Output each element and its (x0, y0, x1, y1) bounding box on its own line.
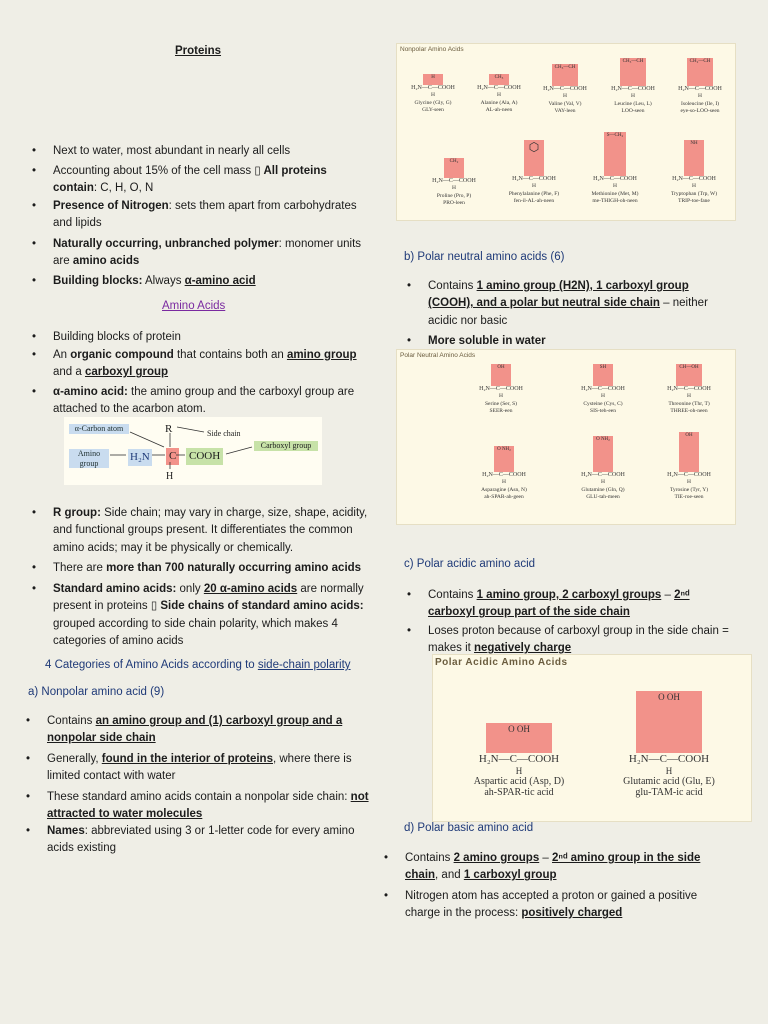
diagram-arrows (64, 417, 322, 485)
figure-label: Polar Neutral Amino Acids (400, 352, 476, 359)
h2n-box: H₂N (128, 449, 152, 466)
list-item: • Building blocks: Always α-amino acid (32, 275, 256, 287)
amino-acid-structure: O NH₂ H₂N—C—COOH H Asparagine (Asn, N) ah-SPAR-ah-geen (481, 447, 527, 500)
figure-label: Nonpolar Amino Acids (400, 46, 464, 53)
amino-acid-structure: S—CH₂ H₂N—C—COOH H Methionine (Met, M) me-THIGH-oh-neen (591, 133, 639, 204)
polar-neutral-amino-acids-figure (396, 349, 736, 525)
categories-heading: 4 Categories of Amino Acids according to side-chain polarity (45, 659, 351, 671)
alpha-carbon-label: α-Carbon atom (69, 424, 129, 434)
amino-acid-structure-diagram (64, 417, 322, 485)
list-item: • Contains an amino group and (1) carboxyl group and a nonpolar side chain (26, 715, 343, 745)
amino-acid-structure: O OH H₂N—C—COOH H Aspartic acid (Asp, D) ah-SPAR-tic acid (473, 724, 565, 799)
list-item: • Generally, found in the interior of proteins, where there is limited contact with water (26, 753, 352, 783)
list-item: • Standard amino acids: only 20 α-amino acids are normally present in proteins ▯ Side chains of standard amino acids: grouped according to side chain polarity, which makes 4 categories of amino acids (32, 583, 364, 647)
figure-label: Polar Acidic Amino Acids (435, 657, 568, 668)
polar-acidic-heading: c) Polar acidic amino acid (404, 558, 536, 570)
list-item: • α-amino acid: the amino group and the carboxyl group are attached to the acarbon atom. (32, 386, 355, 416)
list-item: • Next to water, most abundant in nearly all cells (32, 145, 291, 157)
amino-acid-structure: NH H₂N—C—COOH H Tryptophan (Trp, W) TRIP-toe-fane (670, 141, 718, 204)
polar-neutral-heading: b) Polar neutral amino acids (6) (404, 251, 565, 263)
r-symbol: R (165, 423, 173, 435)
list-item: • Building blocks of protein (32, 331, 181, 343)
amino-acid-structure: OH H₂N—C—COOH H Serine (Ser, S) SEER-een (479, 365, 523, 414)
nonpolar-heading: a) Nonpolar amino acid (9) (28, 686, 165, 698)
list-item: • An organic compound that contains both an amino group and a carboxyl group (32, 349, 357, 379)
amino-acid-structure: O OH H₂N—C—COOH H Glutamic acid (Glu, E) glu-TAM-ic acid (623, 692, 715, 799)
list-item: • Nitrogen atom has accepted a proton or gained a positive charge in the process: positively charged (384, 890, 698, 920)
amino-group-label: Amino group (69, 449, 109, 468)
alpha-carbon-box: C (166, 448, 179, 465)
list-item: • Contains 1 amino group (H2N), 1 carboxyl group (COOH), and a polar but neutral side chain – neither acidic nor basic (407, 280, 708, 327)
polar-basic-heading: d) Polar basic amino acid (404, 822, 534, 834)
amino-acid-structure: CH₂—CH H₂N—C—COOH H Isoleucine (Ile, I) eye-so-LOO-seen (678, 59, 722, 114)
list-item: • R group: Side chain; may vary in charge, size, shape, acidity, and functional groups present. It differentiates the common amino acids; may it be physically or chemically. (32, 507, 368, 554)
amino-acid-structure: CH₃—CH H₂N—C—COOH H Leucine (Leu, L) LOO-seen (611, 59, 655, 114)
list-item: • These standard amino acids contain a nonpolar side chain: not attracted to water molecules (26, 791, 369, 821)
list-item: • Names: abbreviated using 3 or 1-letter code for every amino acids existing (26, 825, 355, 855)
amino-acid-structure: CH₃—CH H₂N—C—COOH H Valine (Val, V) VAY-leen (543, 65, 587, 114)
list-item: • There are more than 700 naturally occurring amino acids (32, 562, 362, 574)
nonpolar-amino-acids-figure (396, 43, 736, 221)
cooh-box: COOH (186, 448, 223, 465)
list-item: • More soluble in water (407, 335, 546, 347)
page-title: Proteins (175, 45, 222, 57)
amino-acid-structure: CH₂ H₂N—C—COOH H Proline (Pro, P) PRO-leen (432, 159, 476, 206)
list-item: • Presence of Nitrogen: sets them apart from carbohydrates and lipids (32, 200, 357, 230)
amino-acid-structure: H H₂N—C—COOH H Glycine (Gly, G) GLY-seen (411, 75, 455, 113)
list-item: • Loses proton because of carboxyl group in the side chain = makes it negatively charge (407, 625, 729, 655)
list-item: • Accounting about 15% of the cell mass ▯ All proteins contain: C, H, O, N (32, 165, 327, 195)
list-item: • Contains 2 amino groups – 2ⁿᵈ amino group in the side chain, and 1 carboxyl group (384, 852, 701, 882)
amino-acid-structure: OH H₂N—C—COOH H Tyrosine (Tyr, Y) TIE-roe-seen (667, 433, 711, 500)
h-symbol: H (166, 471, 174, 482)
polar-acidic-amino-acids-figure (432, 654, 752, 822)
section-heading-amino-acids: Amino Acids (162, 300, 226, 312)
amino-acid-structure: CH—OH H₂N—C—COOH H Threonine (Thr, T) THREE-oh-neen (667, 365, 711, 414)
amino-acid-structure: CH₃ H₂N—C—COOH H Alanine (Ala, A) AL-ah-neen (477, 75, 521, 113)
carboxyl-group-label: Carboxyl group (254, 441, 318, 451)
side-chain-label: Side chain (207, 429, 241, 438)
list-item: • Contains 1 amino group, 2 carboxyl groups – 2ⁿᵈ carboxyl group part of the side chain (407, 589, 690, 619)
amino-acid-structure: ⬡ H₂N—C—COOH H Phenylalanine (Phe, F) fen-il-AL-ah-neen (508, 140, 560, 204)
amino-acid-structure: O NH₂ H₂N—C—COOH H Glutamine (Gln, Q) GLU-tah-meen (581, 437, 625, 500)
list-item: • Naturally occurring, unbranched polymer: monomer units are amino acids (32, 238, 362, 268)
amino-acid-structure: SH H₂N—C—COOH H Cysteine (Cys, C) SIS-teh-een (581, 365, 625, 414)
